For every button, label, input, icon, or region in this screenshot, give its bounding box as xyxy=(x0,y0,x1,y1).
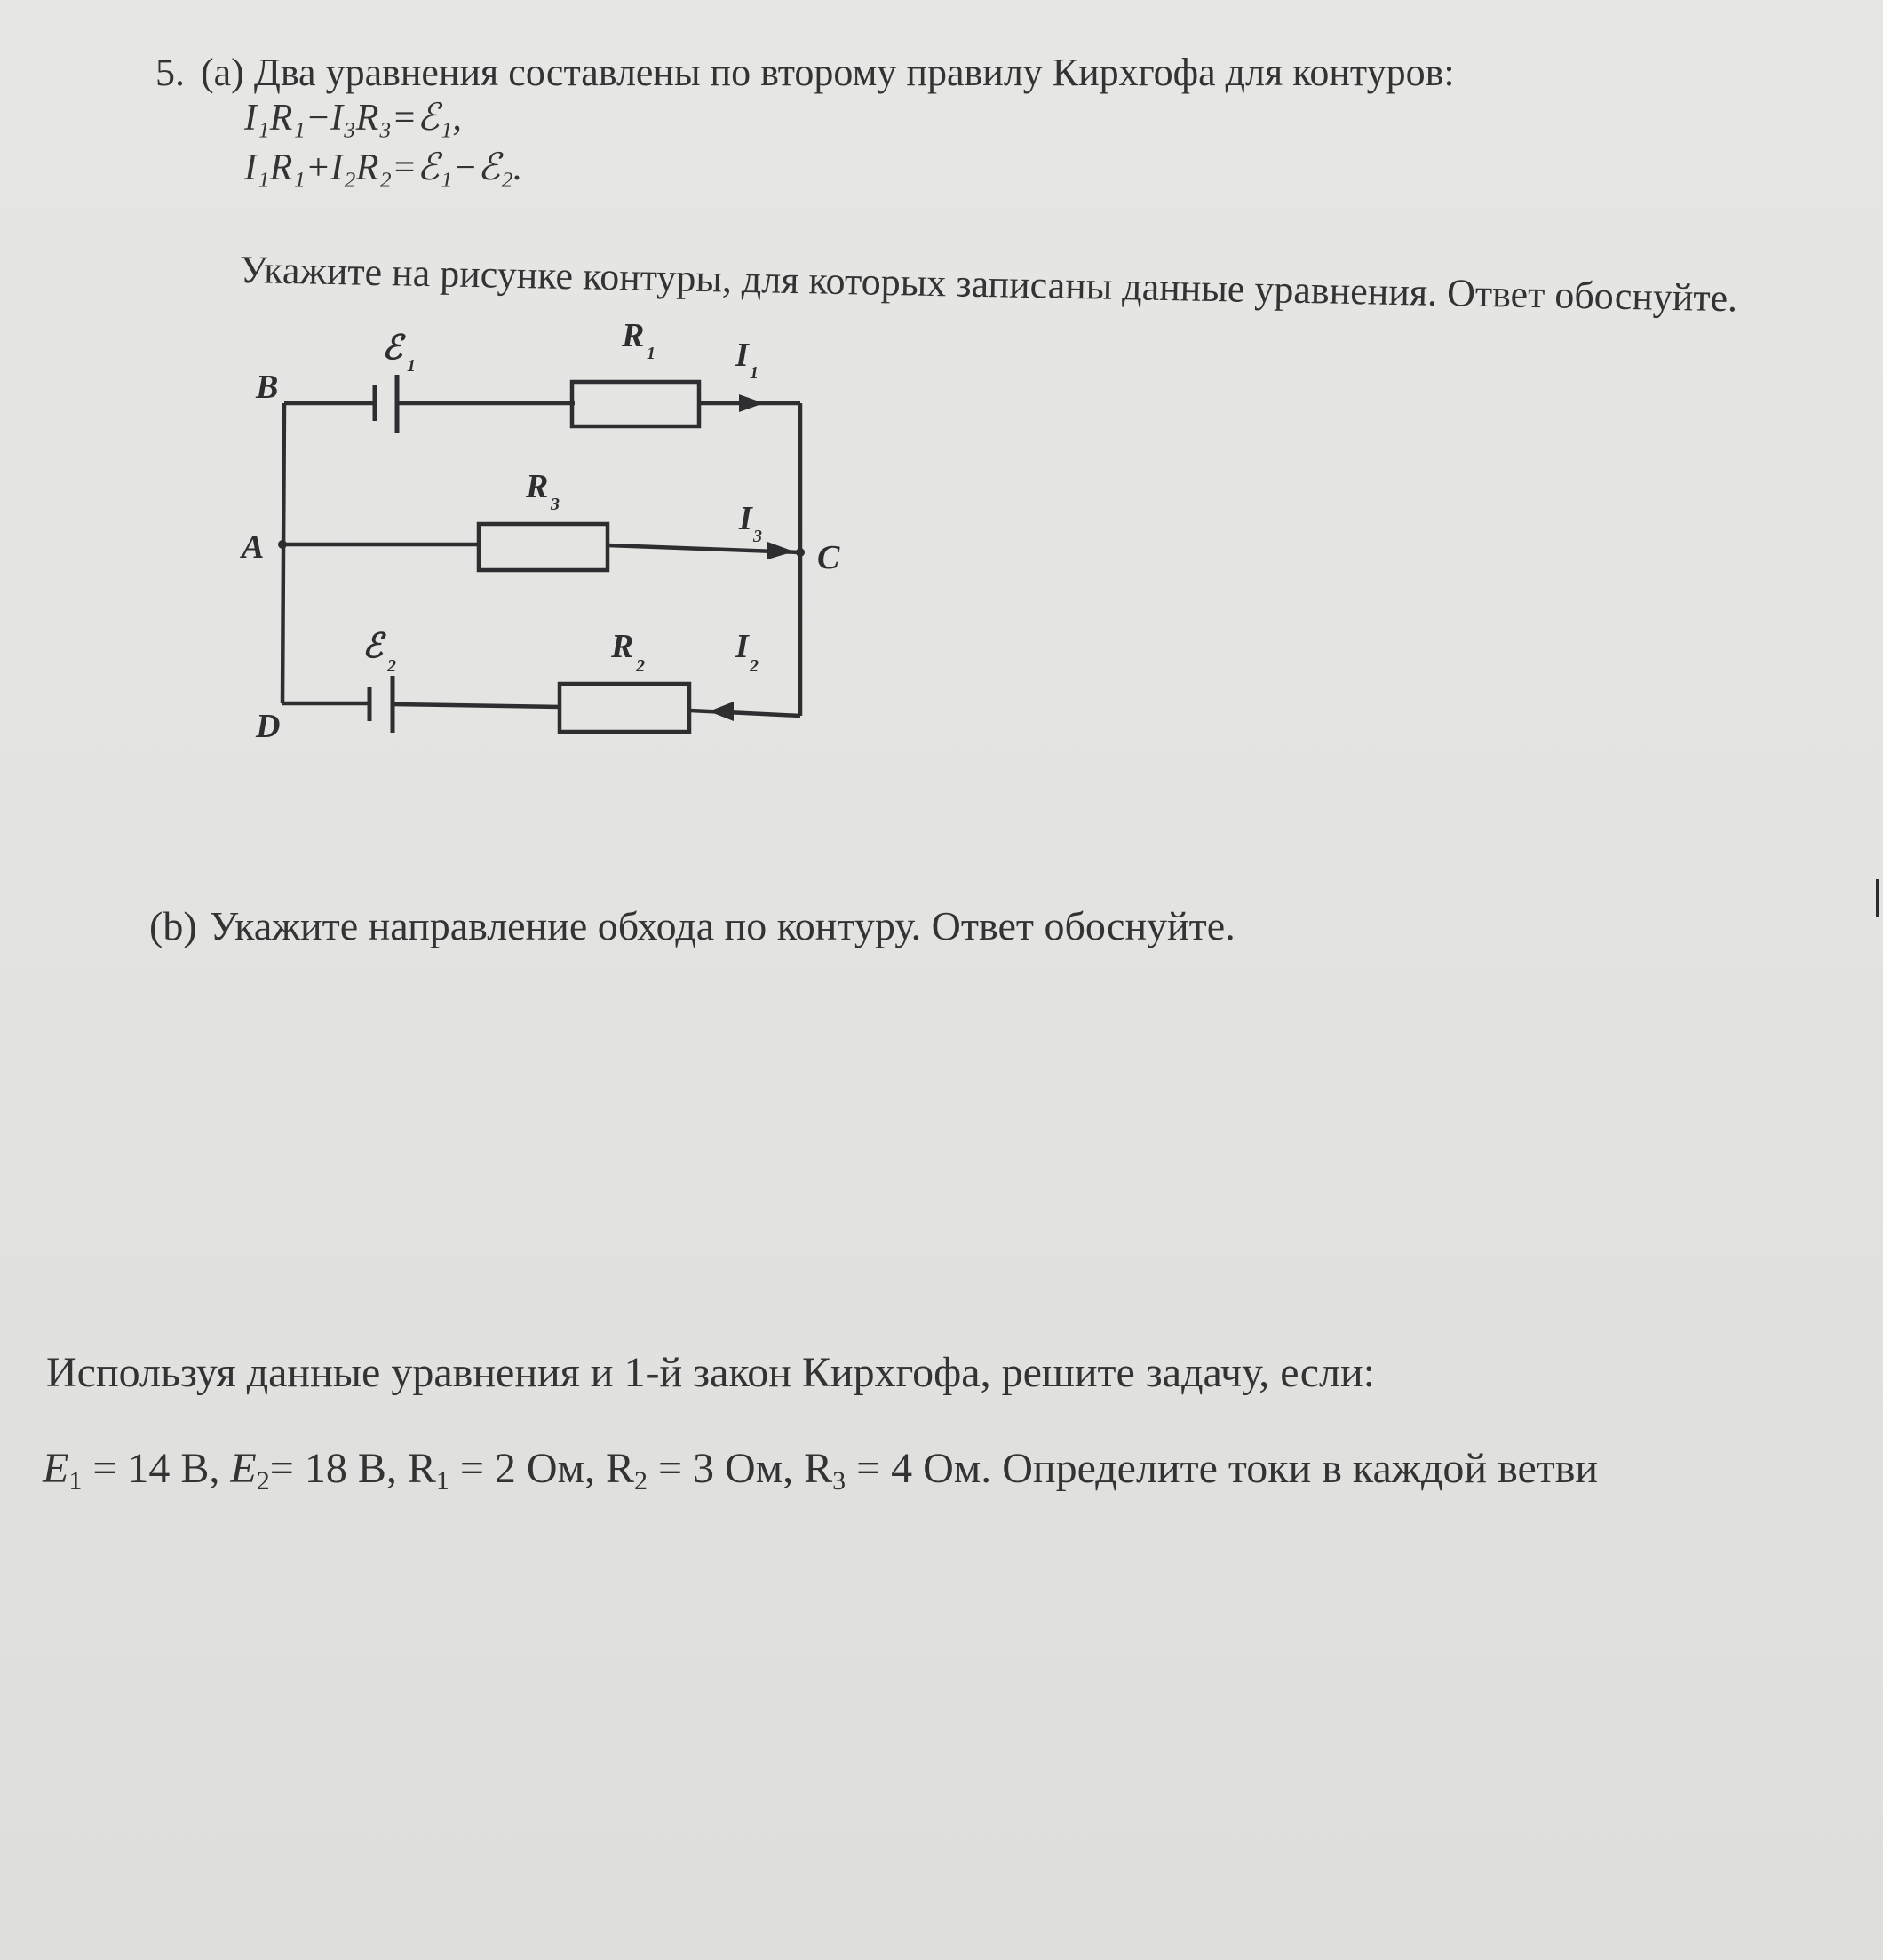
i3-label xyxy=(738,500,762,546)
node-a-label: A xyxy=(242,528,265,566)
e2-symbol: E xyxy=(230,1445,257,1492)
emf1-label xyxy=(382,329,416,376)
svg-text:3: 3 xyxy=(753,527,762,546)
r2-value: = 3 Ом, R xyxy=(647,1445,833,1492)
node-c-label: C xyxy=(817,539,840,576)
given-values xyxy=(43,1445,1599,1496)
svg-text:1: 1 xyxy=(407,356,416,376)
i2-label xyxy=(735,628,759,676)
e1-symbol: E xyxy=(43,1445,69,1492)
question-header xyxy=(155,53,1455,92)
svg-text:1: 1 xyxy=(647,344,655,363)
svg-text:1: 1 xyxy=(750,363,759,383)
resistor-r3 xyxy=(479,524,608,570)
current-i3-arrow xyxy=(767,542,794,559)
part-a-instruction: Укажите на рисунке контуры, для которых записаны данные уравнения. Ответ обоснуйте. xyxy=(239,248,1738,321)
equation-1: I₁R₁−I₃R₃=ℰ₁, xyxy=(244,98,462,139)
svg-text:R: R xyxy=(526,468,549,505)
r2-subscript: 2 xyxy=(633,1466,648,1496)
part-a-label: (а) xyxy=(201,51,244,94)
r3-value: = 4 Ом. Определите токи в каждой ветви xyxy=(846,1445,1599,1492)
e1-value: = 14 В, xyxy=(82,1445,231,1492)
node-d-label: D xyxy=(256,708,281,745)
svg-text:R: R xyxy=(622,320,645,354)
task-instruction: Используя данные уравнения и 1-й закон Кирхгофа, решите задачу, если: xyxy=(46,1349,1375,1396)
part-b-label: (b) xyxy=(149,903,197,948)
e2-value: = 18 В, R xyxy=(269,1445,436,1492)
svg-text:2: 2 xyxy=(636,656,645,676)
page-edge-mark xyxy=(1876,879,1879,917)
svg-text:I: I xyxy=(735,628,749,665)
r1-label xyxy=(621,320,655,363)
resistor-r2 xyxy=(560,684,689,732)
node-a-junction xyxy=(278,540,287,549)
current-i1-arrow xyxy=(739,394,764,412)
resistor-r1 xyxy=(572,382,699,426)
e1-subscript: 1 xyxy=(68,1466,83,1496)
r1-value: = 2 Ом, R xyxy=(449,1445,634,1492)
current-i2-arrow xyxy=(709,702,734,721)
equation-2: I₁R₁+I₂R₂=ℰ₁−ℰ₂. xyxy=(244,147,523,188)
e2-subscript: 2 xyxy=(256,1466,270,1496)
part-a-intro: Два уравнения составлены по второму правилу Кирхгофа для контуров: xyxy=(253,51,1455,94)
circuit-wires xyxy=(282,403,800,716)
question-number: 5. xyxy=(155,51,185,94)
battery-e1 xyxy=(375,375,397,433)
part-b xyxy=(149,903,1235,948)
svg-text:I: I xyxy=(739,500,752,537)
svg-text:I: I xyxy=(735,337,749,374)
svg-text:ℰ: ℰ xyxy=(382,329,403,367)
svg-text:2: 2 xyxy=(750,656,759,676)
svg-text:2: 2 xyxy=(387,656,396,676)
r3-label xyxy=(525,468,560,514)
svg-text:ℰ: ℰ xyxy=(362,628,384,665)
emf2-label xyxy=(362,628,396,676)
battery-e2 xyxy=(369,676,393,733)
part-b-text: Укажите направление обхода по контуру. Ответ обоснуйте. xyxy=(209,903,1235,948)
i1-label xyxy=(735,337,759,383)
node-c-junction xyxy=(796,548,805,557)
r1-subscript: 1 xyxy=(435,1466,449,1496)
svg-text:3: 3 xyxy=(551,495,560,514)
circuit-diagram xyxy=(231,320,853,764)
r2-label xyxy=(610,628,645,676)
node-b-label: B xyxy=(256,369,279,406)
svg-text:R: R xyxy=(611,628,634,665)
r3-subscript: 3 xyxy=(832,1466,846,1496)
